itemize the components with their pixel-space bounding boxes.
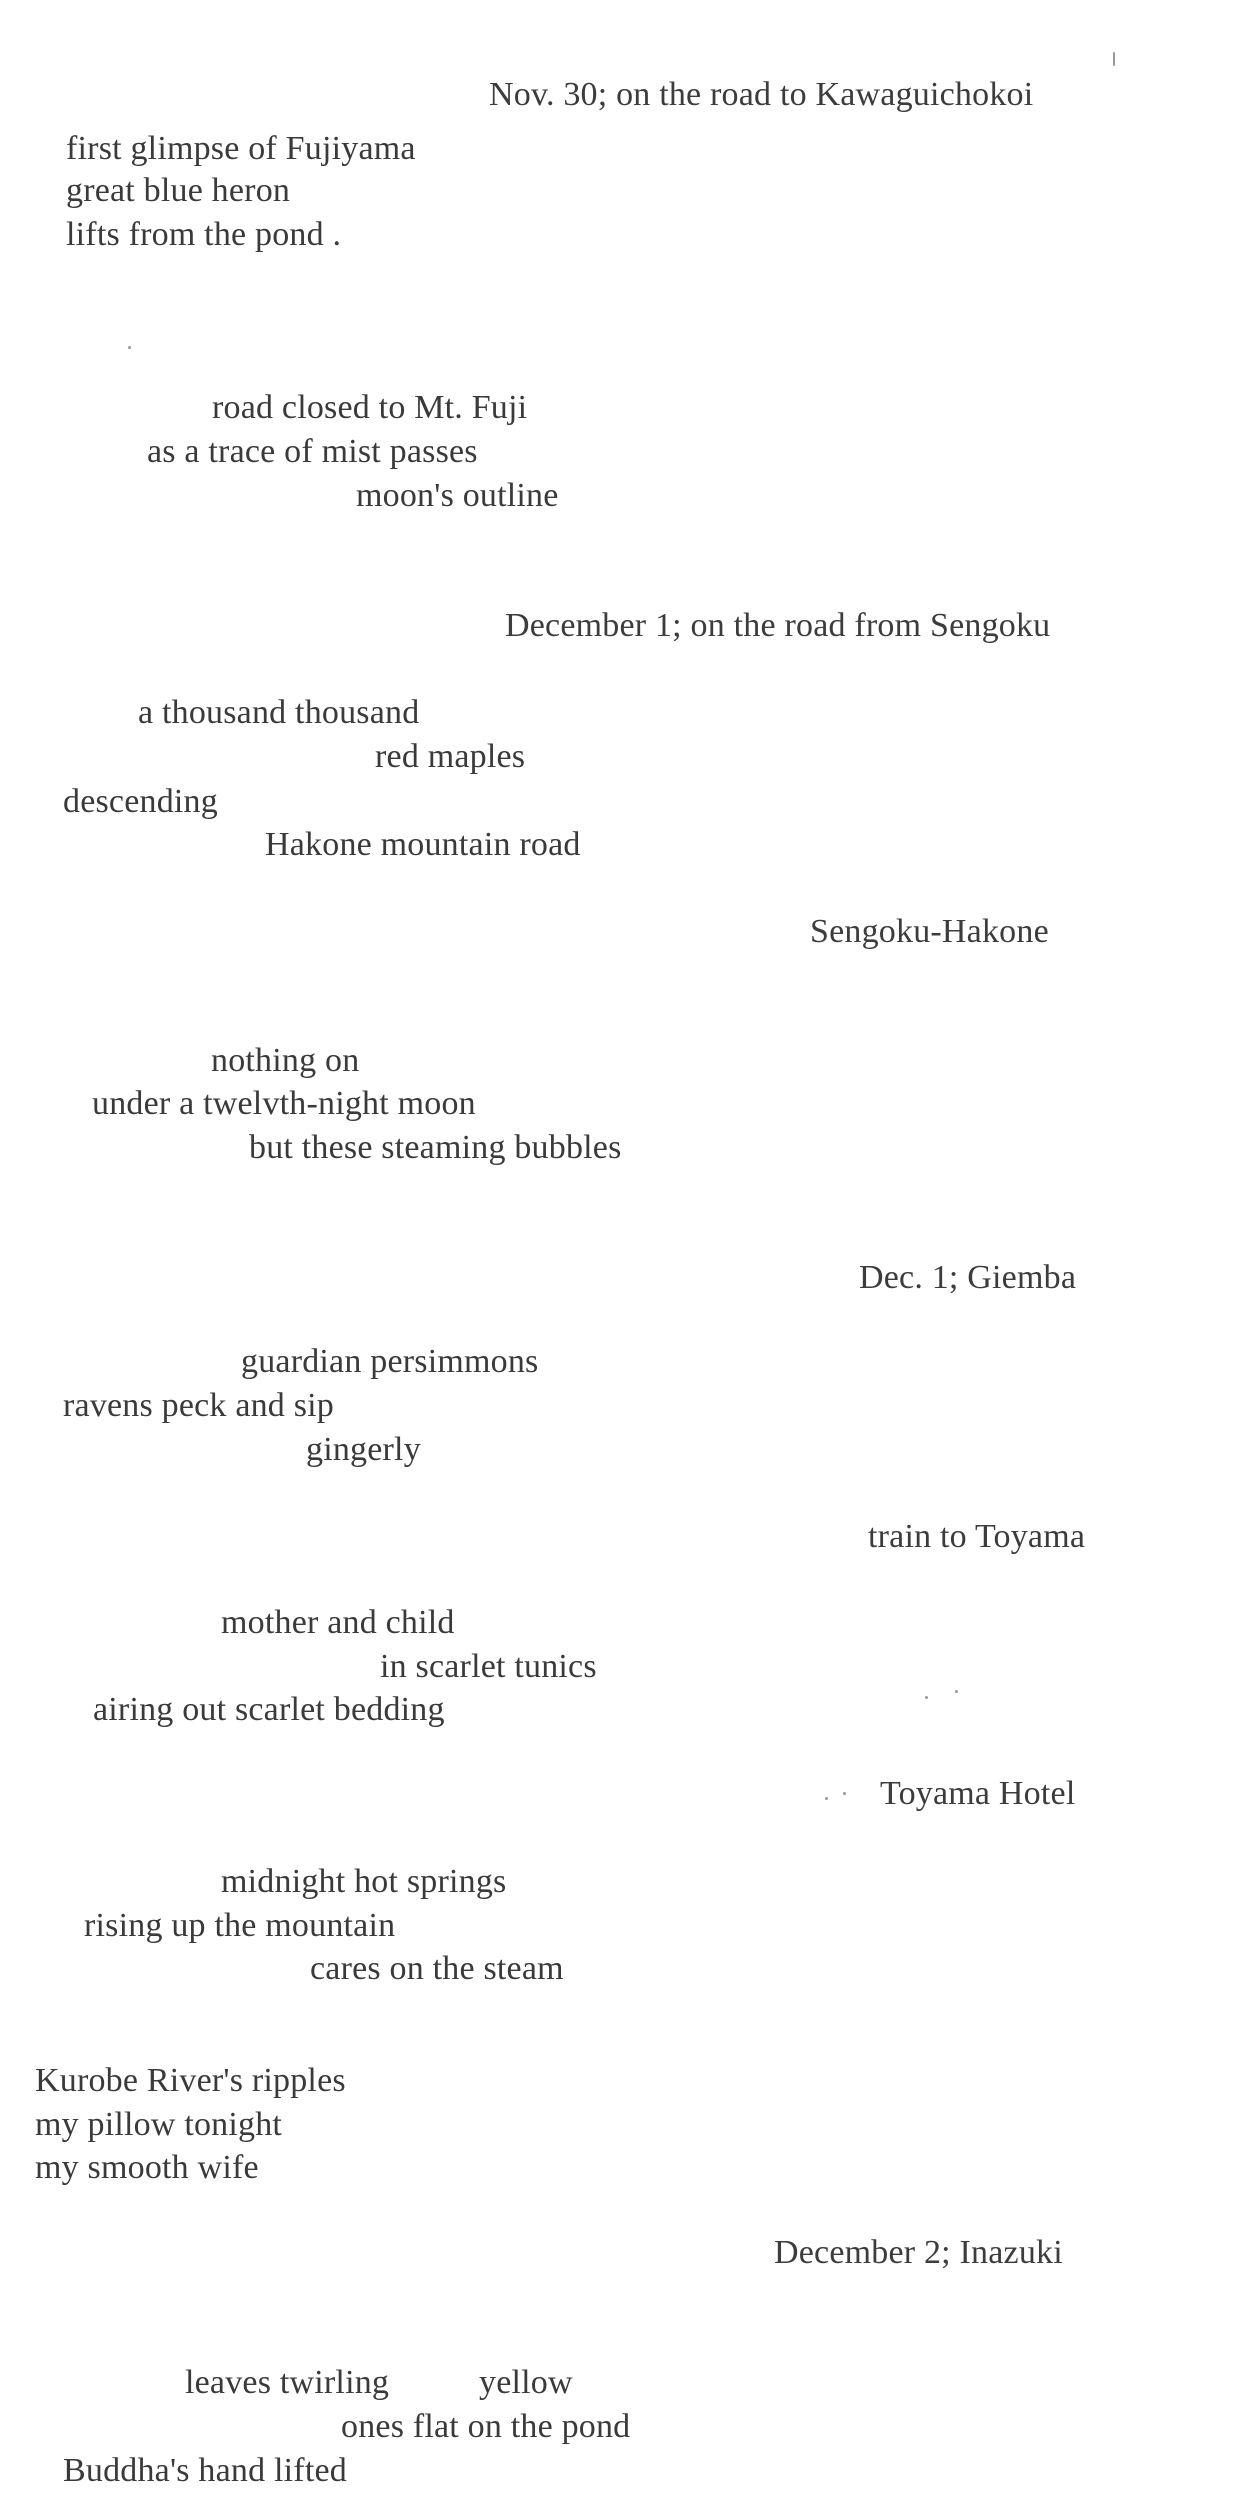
scan-speck — [825, 1797, 828, 1800]
poem-line: but these steaming bubbles — [249, 1129, 622, 1166]
poem-line: leaves twirling — [185, 2364, 390, 2401]
poem-line: in scarlet tunics — [380, 1648, 597, 1685]
poem-line: mother and child — [221, 1604, 455, 1641]
poem-line: yellow — [479, 2364, 573, 2401]
location-heading: Dec. 1; Giemba — [859, 1259, 1077, 1296]
poem-line: guardian persimmons — [241, 1343, 539, 1380]
poem-line: as a trace of mist passes — [147, 433, 478, 470]
poem-line: Hakone mountain road — [265, 826, 581, 863]
poem-line: road closed to Mt. Fuji — [212, 389, 528, 426]
scan-speck — [843, 1792, 846, 1795]
poem-line: under a twelvth-night moon — [92, 1085, 476, 1122]
poem-line: my smooth wife — [35, 2149, 259, 2186]
location-heading: December 2; Inazuki — [774, 2234, 1063, 2271]
poem-line: airing out scarlet bedding — [93, 1691, 445, 1728]
poem-line: nothing on — [211, 1042, 360, 1079]
location-heading: Nov. 30; on the road to Kawaguichokoi — [489, 76, 1034, 113]
scan-speck — [925, 1696, 928, 1699]
scan-speck — [1113, 52, 1115, 66]
poem-line: ravens peck and sip — [63, 1387, 334, 1424]
location-heading: December 1; on the road from Sengoku — [505, 607, 1051, 644]
poem-line: ones flat on the pond — [341, 2408, 631, 2445]
scan-speck — [128, 346, 131, 349]
poem-line: first glimpse of Fujiyama — [66, 130, 416, 167]
poem-line: descending — [63, 783, 218, 820]
poem-line: a thousand thousand — [138, 694, 420, 731]
location-heading: train to Toyama — [868, 1518, 1086, 1555]
poem-line: moon's outline — [356, 477, 559, 514]
poem-line: rising up the mountain — [84, 1907, 396, 1944]
poem-line: gingerly — [306, 1431, 421, 1468]
poem-line: midnight hot springs — [221, 1863, 507, 1900]
poem-line: cares on the steam — [310, 1950, 564, 1987]
poem-line: my pillow tonight — [35, 2106, 283, 2143]
poem-line: great blue heron — [66, 172, 291, 209]
scan-speck — [955, 1690, 958, 1693]
poem-line: Kurobe River's ripples — [35, 2062, 346, 2099]
poem-line: lifts from the pond . — [66, 216, 342, 253]
poem-line: red maples — [375, 738, 526, 775]
location-heading: Sengoku-Hakone — [810, 913, 1049, 950]
location-heading: Toyama Hotel — [880, 1775, 1076, 1812]
poem-line: Buddha's hand lifted — [63, 2452, 347, 2489]
